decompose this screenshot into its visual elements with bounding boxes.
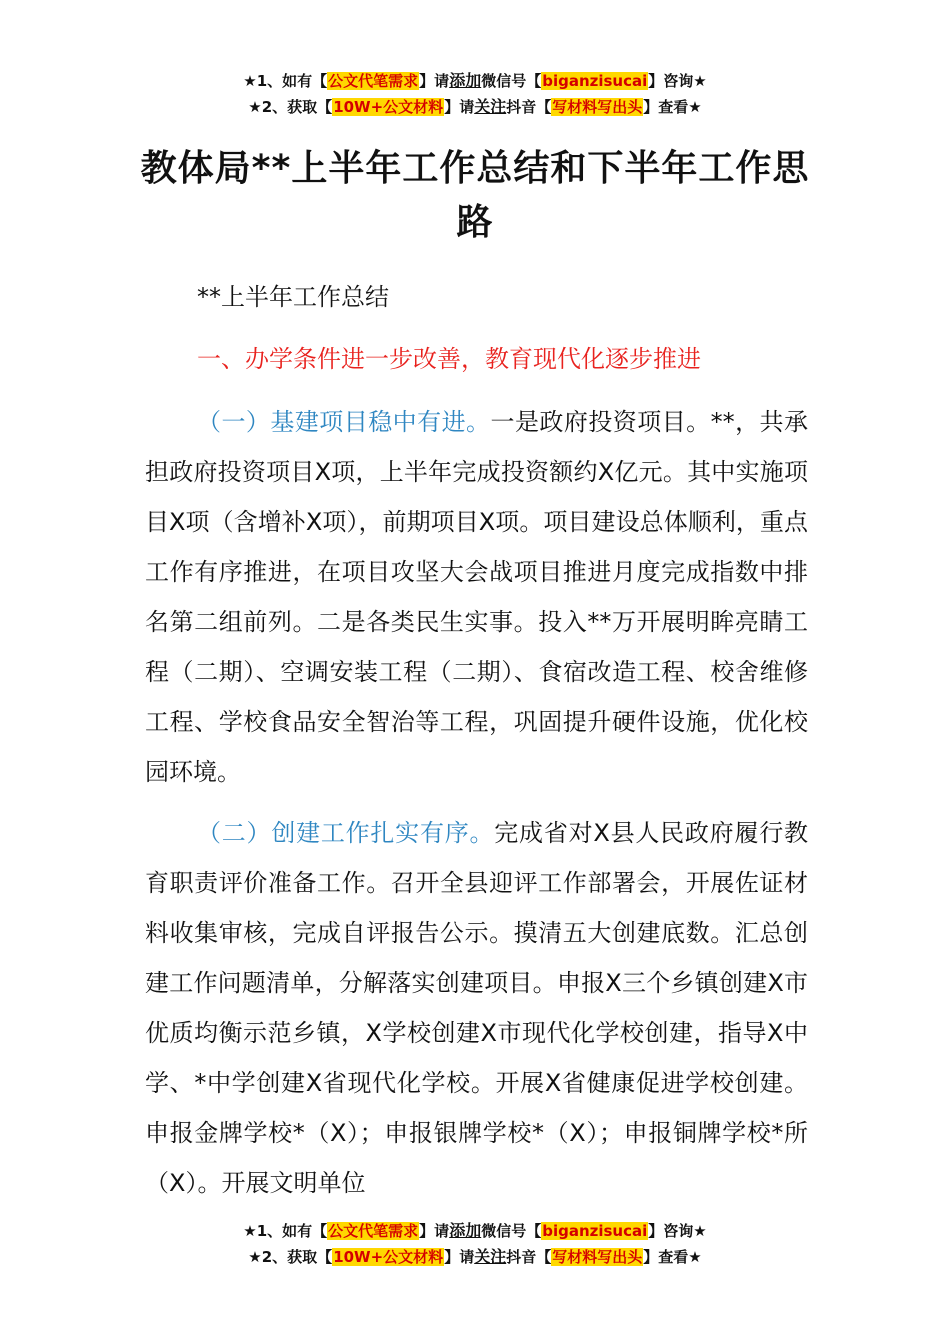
footer-banner [0, 1218, 950, 1270]
banner-line-2: ★2、获取【10W+公文材料】请关注抖音【写材料写出头】查看★ [248, 1247, 702, 1266]
banner-line-1: ★1、如有【公文代笔需求】请添加微信号【biganzisucai】咨询★ [243, 1221, 707, 1240]
paragraph-lead: （一）基建项目稳中有进。 [197, 408, 491, 436]
banner-highlight: biganzisucai [542, 1222, 648, 1240]
banner-line-2: ★2、获取【10W+公文材料】请关注抖音【写材料写出头】查看★ [248, 97, 702, 116]
banner-highlight: 公文代笔需求 [328, 72, 419, 90]
section-subtitle: **上半年工作总结 [197, 283, 389, 311]
banner-line-1: ★1、如有【公文代笔需求】请添加微信号【biganzisucai】咨询★ [243, 71, 707, 90]
banner-highlight: 写材料写出头 [552, 98, 643, 116]
banner-highlight: 写材料写出头 [552, 1248, 643, 1266]
document-title: 教体局**上半年工作总结和下半年工作思路 [140, 148, 810, 243]
paragraph-2 [145, 808, 808, 1208]
header-banner [0, 68, 950, 120]
banner-highlight: biganzisucai [542, 72, 648, 90]
paragraph-lead: （二）创建工作扎实有序。 [197, 819, 495, 847]
section-heading: 一、办学条件进一步改善，教育现代化逐步推进 [197, 345, 701, 373]
paragraph-body: 一是政府投资项目。**，共承担政府投资项目X项，上半年完成投资额约X亿元。其中实施项目X项（含增补X项），前期项目X项。项目建设总体顺利，重点工作有序推进，在项目攻坚大会战项目推进月度完成指数中排名第二组前列。二是各类民生实事。投入**万开展明眸亮睛工程（二期）、空调安装工程（二期）、食宿改造工程、校舍维修工程、学校食品安全智治等工程，巩固提升硬件设施，优化校园环境。 [145, 408, 808, 786]
paragraph-1 [145, 397, 808, 797]
banner-highlight: 10W+公文材料 [333, 1248, 444, 1266]
paragraph-body: 完成省对X县人民政府履行教育职责评价准备工作。召开全县迎评工作部署会，开展佐证材料收集审核，完成自评报告公示。摸清五大创建底数。汇总创建工作问题清单，分解落实创建项目。申报X三个乡镇创建X市优质均衡示范乡镇，X学校创建X市现代化学校创建，指导X中学、*中学创建X省现代化学校。开展X省健康促进学校创建。申报金牌学校*（X）；申报银牌学校*（X）；申报铜牌学校*所（X）。开展文明单位 [145, 819, 808, 1197]
banner-highlight: 10W+公文材料 [333, 98, 444, 116]
banner-highlight: 公文代笔需求 [328, 1222, 419, 1240]
